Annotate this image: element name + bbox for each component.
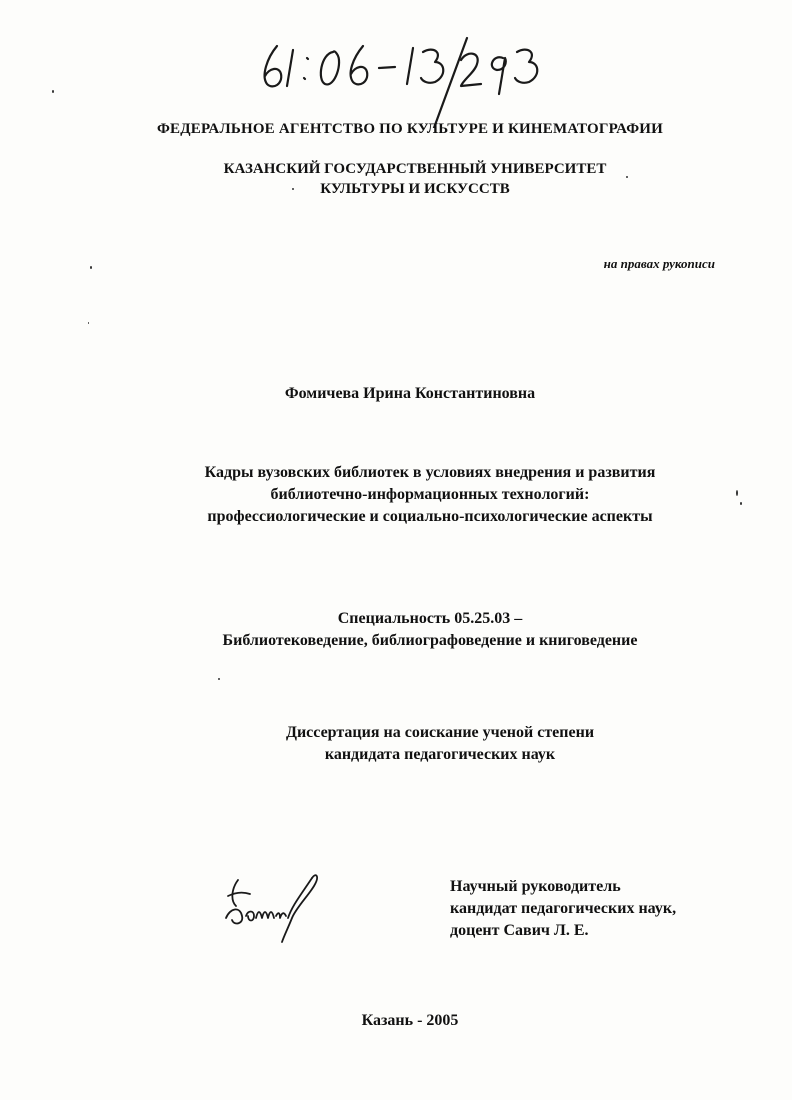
supervisor-line-3: доцент Савич Л. Е. <box>450 922 589 939</box>
scan-speck <box>218 678 220 680</box>
university-name <box>150 159 680 199</box>
scientific-supervisor <box>450 876 740 942</box>
dissertation-title <box>130 462 730 528</box>
specialty <box>130 608 730 652</box>
supervisor-line-2: кандидат педагогических наук, <box>450 900 677 917</box>
scan-speck <box>292 188 294 190</box>
degree-line-2: кандидата педагогических наук <box>324 746 556 763</box>
scan-speck <box>90 266 92 269</box>
title-line-1: Кадры вузовских библиотек в условиях внедрения и развития <box>204 464 656 481</box>
manuscript-rights-note: на правах рукописи <box>603 256 715 271</box>
agency-name: ФЕДЕРАЛЬНОЕ АГЕНТСТВО ПО КУЛЬТУРЕ И КИНЕМАТОГРАФИИ <box>156 121 664 137</box>
scan-speck <box>88 322 89 324</box>
supervisor-line-1: Научный руководитель <box>450 878 621 895</box>
specialty-code: Специальность 05.25.03 – <box>337 610 523 627</box>
degree-statement <box>180 722 700 766</box>
place-and-year: Казань - 2005 <box>361 1012 459 1029</box>
specialty-name: Библиотековедение, библиографоведение и книговедение <box>222 632 638 649</box>
university-line-1: КАЗАНСКИЙ ГОСУДАРСТВЕННЫЙ УНИВЕРСИТЕТ <box>223 161 607 177</box>
title-line-3: профессиологические и социально-психологические аспекты <box>207 508 653 525</box>
scan-speck <box>52 90 54 93</box>
author-name: Фомичева Ирина Константиновна <box>284 385 536 402</box>
degree-line-1: Диссертация на соискание ученой степени <box>285 724 595 741</box>
university-line-2: КУЛЬТУРЫ И ИСКУССТВ <box>320 181 510 197</box>
scan-speck <box>626 176 628 178</box>
title-line-2: библиотечно-информационных технологий: <box>270 486 590 503</box>
scan-speck <box>740 502 742 505</box>
author-signature <box>222 866 332 946</box>
scan-speck <box>736 490 738 496</box>
handwritten-archive-code <box>255 18 555 128</box>
